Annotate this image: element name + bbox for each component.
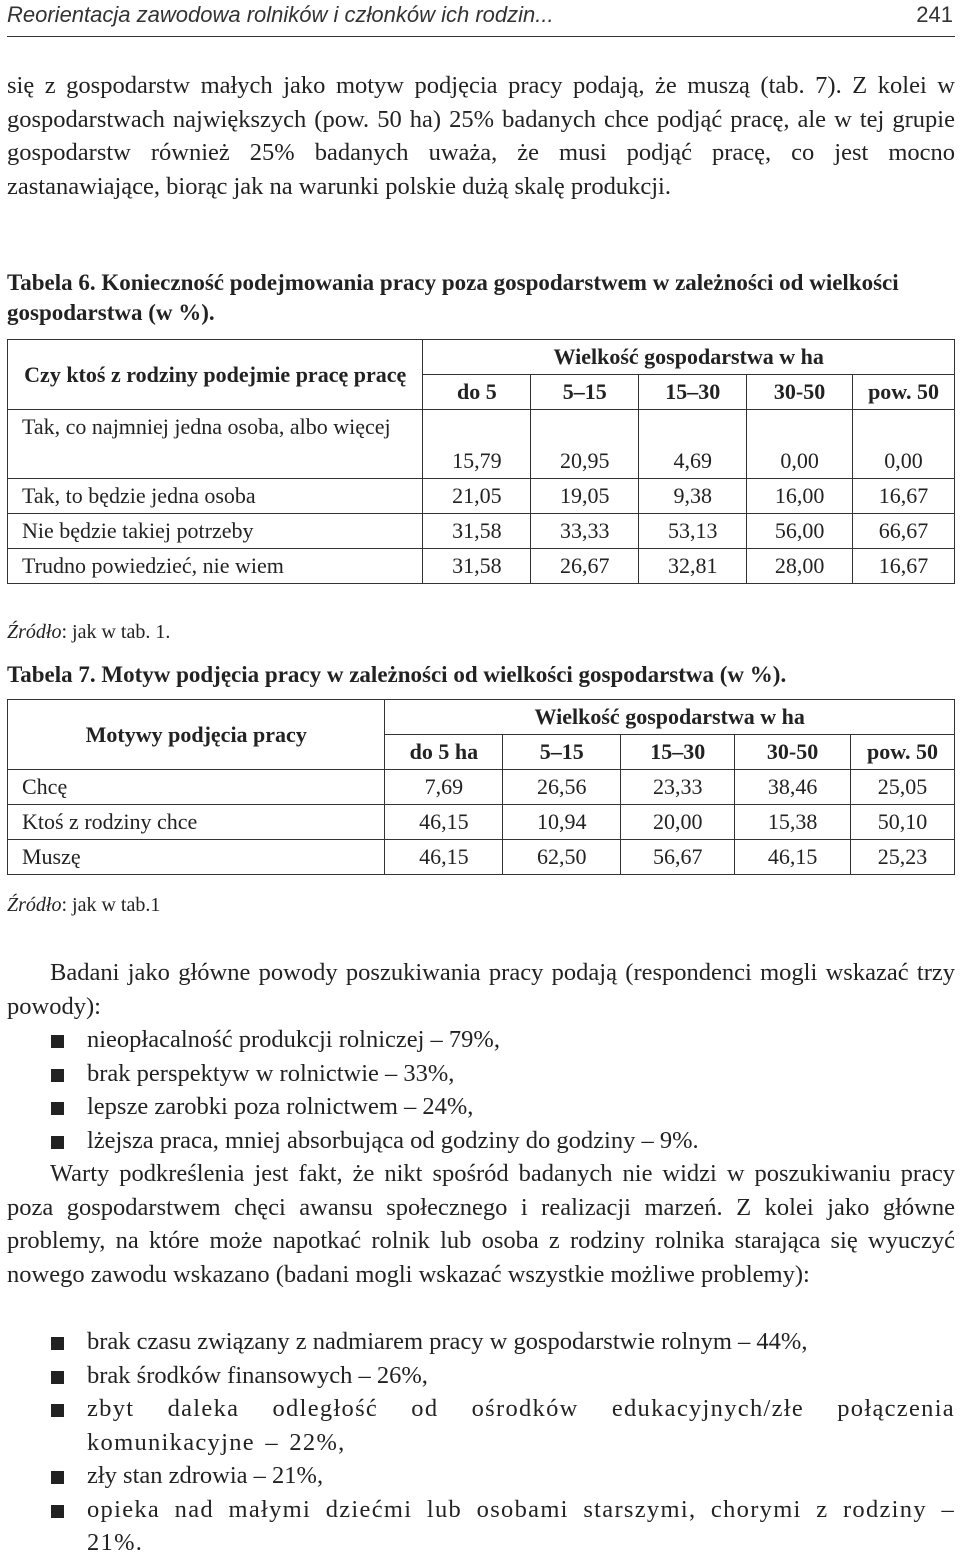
table6-cell: 56,00 (747, 514, 853, 549)
table7-col-header: 30-50 (735, 735, 851, 770)
table6-cell: 53,13 (639, 514, 747, 549)
table6-cell: 0,00 (853, 410, 955, 479)
table7-cell: 25,05 (851, 770, 955, 805)
table6-cell: 31,58 (423, 549, 531, 584)
square-bullet-icon (51, 1035, 64, 1048)
list-item (7, 1325, 955, 1359)
intro-paragraph: się z gospodarstw małych jako motyw podjęcia pracy podają, że muszą (tab. 7). Z kolei w gospodarstwach największych (pow. 50 ha) 25% badanych chce podjąć pracę, ale w tej grupie gospodarstw również 25% badanych uważa, że musi podjąć pracę, co jest mocno zastanawiające, biorąc jak na warunki polskie dużą skalę produkcji. (7, 72, 955, 200)
list-item (7, 1057, 955, 1091)
running-title: Reorientacja zawodowa rolników i członków ich rodzin... (7, 2, 554, 27)
table7-cell: 20,00 (621, 805, 735, 840)
table6-row-label: Trudno powiedzieć, nie wiem (8, 549, 423, 584)
table7-cell: 50,10 (851, 805, 955, 840)
table-row (8, 770, 955, 805)
table6-cell: 15,79 (423, 410, 531, 479)
source-text: : jak w tab. 1. (61, 621, 171, 643)
table7-cell: 15,38 (735, 805, 851, 840)
table6-row-header: Czy ktoś z rodziny podejmie pracę pracę (8, 340, 423, 410)
list-item-text: lżejsza praca, mniej absorbująca od godziny do godziny – 9%. (87, 1126, 699, 1154)
table7-cell: 46,15 (735, 840, 851, 875)
table7-col-header: 5–15 (503, 735, 621, 770)
table7-row-header: Motywy podjęcia pracy (8, 700, 385, 770)
list-item (7, 1392, 955, 1459)
running-head (7, 0, 955, 37)
table6-cell: 32,81 (639, 549, 747, 584)
table7-col-header: pow. 50 (851, 735, 955, 770)
table6-row-label: Tak, co najmniej jedna osoba, albo więcej (8, 410, 423, 479)
table7-cell: 38,46 (735, 770, 851, 805)
table7-caption: Tabela 7. Motyw podjęcia pracy w zależności od wielkości gospodarstwa (w %). (7, 662, 787, 687)
table6-cell: 16,67 (853, 549, 955, 584)
list-item-text: zły stan zdrowia – 21%, (87, 1462, 324, 1489)
problems-intro: Warty podkreślenia jest fakt, że nikt spośród badanych nie widzi w poszukiwaniu pracy poza gospodarstwem chęci awansu społecznego i realizacji marzeń. Z kolei jako główne problemy, na które może napotkać rolnik lub osoba z rodziny rolnika starająca się wyuczyć nowego zawodu wskazano (badani mogli wskazać wszystkie możliwe problemy): (7, 1160, 955, 1288)
square-bullet-icon (51, 1136, 64, 1149)
table6-row-label: Nie będzie takiej potrzeby (8, 514, 423, 549)
reasons-list (7, 1023, 955, 1157)
table6-cell: 20,95 (531, 410, 639, 479)
table7 (7, 699, 955, 875)
table6-source (7, 621, 170, 644)
square-bullet-icon (51, 1404, 64, 1417)
table7-row-label: Muszę (8, 840, 385, 875)
source-text: : jak w tab.1 (61, 894, 161, 916)
table6-col-header: pow. 50 (853, 375, 955, 410)
source-label: Źródło (7, 621, 62, 643)
list-item (7, 1090, 955, 1124)
table7-col-header: do 5 ha (385, 735, 503, 770)
table6-cell: 26,67 (531, 549, 639, 584)
table7-source (7, 894, 160, 917)
square-bullet-icon (51, 1471, 64, 1484)
table6 (7, 339, 955, 584)
table7-cell: 56,67 (621, 840, 735, 875)
reasons-intro: Badani jako główne powody poszukiwania pracy podają (respondenci mogli wskazać trzy powody): (7, 959, 955, 1020)
table-row (8, 840, 955, 875)
table-row (8, 514, 955, 549)
square-bullet-icon (51, 1337, 64, 1350)
list-item-text: brak środków finansowych – 26%, (87, 1361, 428, 1389)
table7-col-header: 15–30 (621, 735, 735, 770)
square-bullet-icon (51, 1371, 64, 1384)
table6-cell: 4,69 (639, 410, 747, 479)
list-item-text: brak perspektyw w rolnictwie – 33%, (87, 1059, 455, 1087)
list-item (7, 1359, 955, 1393)
table6-cell: 9,38 (639, 479, 747, 514)
table6-col-header: do 5 (423, 375, 531, 410)
list-item-text: opieka nad małymi dziećmi lub osobami starszymi, chorymi z rodziny – 21%. (87, 1495, 955, 1556)
table7-cell: 7,69 (385, 770, 503, 805)
table6-group-header: Wielkość gospodarstwa w ha (423, 340, 955, 375)
table7-cell: 25,23 (851, 840, 955, 875)
table6-cell: 16,67 (853, 479, 955, 514)
table6-col-header: 5–15 (531, 375, 639, 410)
table6-cell: 21,05 (423, 479, 531, 514)
source-label: Źródło (7, 894, 62, 916)
problems-list (7, 1325, 955, 1560)
square-bullet-icon (51, 1069, 64, 1082)
table7-cell: 46,15 (385, 840, 503, 875)
list-item-text: lepsze zarobki poza rolnictwem – 24%, (87, 1093, 474, 1120)
table6-cell: 31,58 (423, 514, 531, 549)
table6-col-header: 30-50 (747, 375, 853, 410)
table-row (8, 479, 955, 514)
list-item (7, 1459, 955, 1493)
list-item (7, 1493, 955, 1560)
list-item (7, 1124, 955, 1158)
list-item-text: nieopłacalność produkcji rolniczej – 79%, (87, 1026, 500, 1053)
table6-cell: 16,00 (747, 479, 853, 514)
square-bullet-icon (51, 1102, 64, 1115)
table6-cell: 19,05 (531, 479, 639, 514)
table-row (8, 410, 955, 479)
table6-cell: 33,33 (531, 514, 639, 549)
table7-cell: 23,33 (621, 770, 735, 805)
table7-cell: 26,56 (503, 770, 621, 805)
table6-cell: 0,00 (747, 410, 853, 479)
page-number: 241 (916, 2, 953, 27)
table7-cell: 62,50 (503, 840, 621, 875)
table-row (8, 549, 955, 584)
table6-row-label: Tak, to będzie jedna osoba (8, 479, 423, 514)
square-bullet-icon (51, 1505, 64, 1518)
table7-group-header: Wielkość gospodarstwa w ha (385, 700, 955, 735)
list-item (7, 1023, 955, 1057)
table-row (8, 805, 955, 840)
list-item-text: zbyt daleka odległość od ośrodków edukacyjnych/złe połączenia komunikacyjne – 22%, (87, 1395, 955, 1456)
table7-cell: 10,94 (503, 805, 621, 840)
table6-cell: 66,67 (853, 514, 955, 549)
list-item-text: brak czasu związany z nadmiarem pracy w gospodarstwie rolnym – 44%, (87, 1328, 808, 1355)
table6-col-header: 15–30 (639, 375, 747, 410)
table7-row-label: Ktoś z rodziny chce (8, 805, 385, 840)
table6-cell: 28,00 (747, 549, 853, 584)
table6-caption: Tabela 6. Konieczność podejmowania pracy poza gospodarstwem w zależności od wielkości gospodarstwa (w %). (7, 270, 899, 325)
table7-cell: 46,15 (385, 805, 503, 840)
table7-row-label: Chcę (8, 770, 385, 805)
